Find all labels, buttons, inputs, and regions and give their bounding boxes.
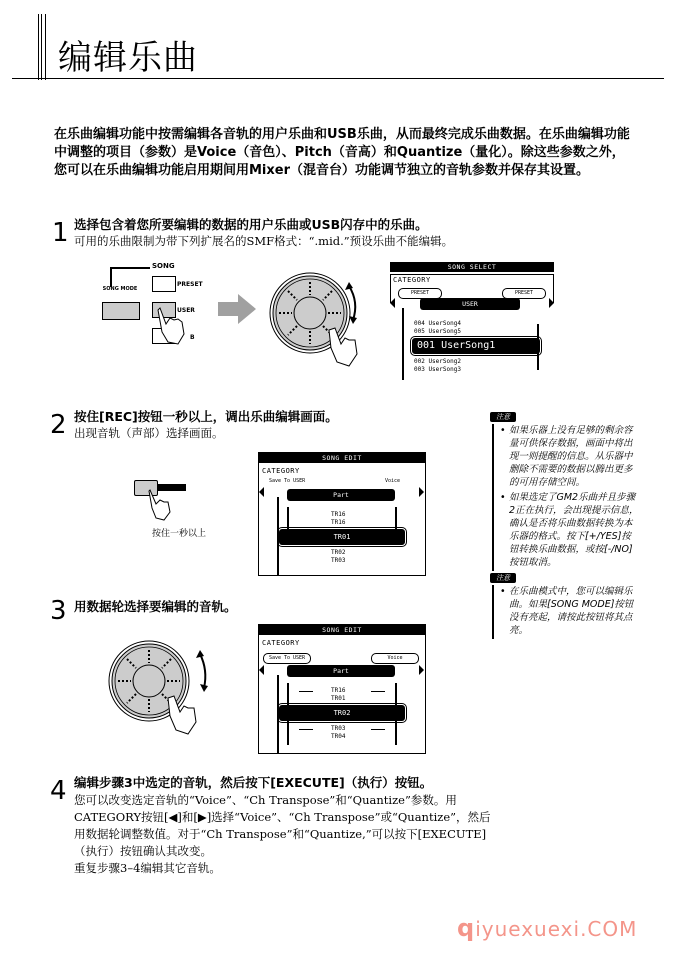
next-arrow-icon [218,294,258,324]
data-dial-icon[interactable] [265,268,375,368]
pressing-hand-icon [148,488,174,522]
step-4-text: 重复步骤3–4编辑其它音轨。 [74,861,221,875]
step-3-heading: 用数据轮选择要编辑的音轨。 [74,599,237,614]
track-row[interactable]: TR03 [331,725,346,732]
screen-title: SONG EDIT [259,625,425,635]
category-right-pill: PRESET [502,288,546,299]
song-panel-illustration [100,262,220,352]
screen-title: SONG SELECT [390,262,554,272]
selected-track-row[interactable]: TR01 [279,529,405,545]
song-row[interactable]: 005 UserSong5 [414,328,461,335]
category-right-arrow-icon[interactable] [419,487,424,497]
step-4-number: 4 [50,776,67,806]
screen-category-label: CATEGORY [262,467,300,475]
preset-label: PRESET [177,281,203,288]
track-row[interactable]: TR16 [331,687,346,694]
song-row[interactable]: 003 UserSong3 [414,366,461,373]
step-3-number: 3 [50,596,67,626]
step-1-text: 可用的乐曲限制为带下列扩展名的SMF格式：“.mid.”预设乐曲不能编辑。 [74,234,454,248]
screen-title: SONG EDIT [259,453,425,463]
song-edit-screen [258,452,426,576]
category-right-arrow-icon[interactable] [549,298,554,308]
panel-connector [110,267,112,287]
song-select-screen [390,262,554,380]
song-row[interactable]: 002 UserSong2 [414,358,461,365]
title-divider [12,78,664,79]
page-title: 编辑乐曲 [58,38,198,78]
watermark [457,914,637,942]
category-left-arrow-icon[interactable] [390,298,395,308]
category-center-pill: Part [287,665,395,677]
category-right-pill: Voice [371,653,419,664]
data-dial-icon[interactable] [104,636,214,736]
screen-category-label: CATEGORY [393,276,431,284]
note-item: • 如果选定了GM2乐曲并且步骤2正在执行，会出现提示信息，确认是否将乐曲数据转换为本乐器的格式。按下[+/YES]按钮转换乐曲数据，或按[-/NO]按钮取消。 [500,491,640,569]
note-tag: 注意 [490,573,516,583]
selected-track-row[interactable]: TR02 [279,705,405,721]
track-row[interactable]: TR01 [331,695,346,702]
preset-button[interactable] [152,276,176,292]
watermark-text: iyuexuexi.COM [475,917,638,941]
selected-song-row[interactable]: 001 UserSong1 [412,338,540,354]
pressing-hand-icon [156,306,190,346]
track-row[interactable]: TR02 [331,549,346,556]
user-label: USER [177,307,195,314]
note-body [492,424,640,571]
step-4-heading: 编辑步骤3中选定的音轨，然后按下[EXECUTE]（执行）按钮。 [74,775,433,790]
track-row[interactable]: TR03 [331,557,346,564]
song-row[interactable]: 004 UserSong4 [414,320,461,327]
category-left-arrow-icon[interactable] [259,665,264,675]
watermark-logo-q: q [457,914,476,942]
hold-caption: 按住一秒以上 [152,529,207,539]
step-4-text: CATEGORY按钮[◀]和[▶]选择“Voice”、“Ch Transpose”或“Quantize”，然后 [74,810,491,824]
song-group-label: SONG [152,262,175,270]
step-1-heading: 选择包含着您所要编辑的数据的用户乐曲或USB闪存中的乐曲。 [74,217,428,232]
track-row[interactable]: TR04 [331,733,346,740]
category-right-arrow-icon[interactable] [419,665,424,675]
title-decoration-bars [38,14,46,80]
track-row[interactable]: TR16 [331,511,346,518]
category-left-arrow-icon[interactable] [259,487,264,497]
step-4-text: 用数据轮调整数值。对于“Ch Transpose”和“Quantize,”可以按下[EXECUTE] [74,827,487,841]
category-left-pill: PRESET [398,288,442,299]
song-mode-label: SONG MODE [102,286,138,292]
note-body [492,585,640,639]
third-label: B [190,334,195,341]
step-1-number: 1 [52,218,69,248]
category-right-pill: Voice [385,478,401,484]
category-center-pill: Part [287,489,395,501]
step-4-text: 您可以改变选定音轨的“Voice”、“Ch Transpose”和“Quantize”参数。用 [74,793,457,807]
category-left-pill: Save To USER [263,653,311,664]
step-4-text: （执行）按钮确认其改变。 [74,844,212,858]
song-edit-screen [258,624,426,754]
note-tag: 注意 [490,412,516,422]
category-center-pill: USER [420,298,520,310]
step-2-text: 出现音轨（声部）选择画面。 [74,426,224,440]
note-item: • 在乐曲模式中，您可以编辑乐曲。如果[SONG MODE]按钮没有亮起，请按此按钮将其点亮。 [500,585,640,637]
note-item: • 如果乐器上没有足够的剩余容量可供保存数据，画面中将出现一则提醒的信息。从乐器中删除不需要的数据以腾出更多的可用存储空间。 [500,424,640,489]
panel-connector-h [110,267,150,269]
step-2-heading: 按住[REC]按钮一秒以上，调出乐曲编辑画面。 [74,409,338,424]
category-left-pill: Save To USER [269,478,306,484]
intro-paragraph: 在乐曲编辑功能中按需编辑各音轨的用户乐曲和USB乐曲，从而最终完成乐曲数据。在乐曲编辑功能中调整的项目（参数）是Voice（音色）、Pitch（音高）和Quantize（量化）。除这些参数之外，您可以在乐曲编辑功能启用期间用Mixer（混音台）功能调节独立的音轨参数并保存其设置。 [54,127,630,178]
track-row[interactable]: TR16 [331,519,346,526]
song-mode-button[interactable] [102,302,140,320]
step-2-number: 2 [50,410,67,440]
screen-category-label: CATEGORY [262,639,300,647]
